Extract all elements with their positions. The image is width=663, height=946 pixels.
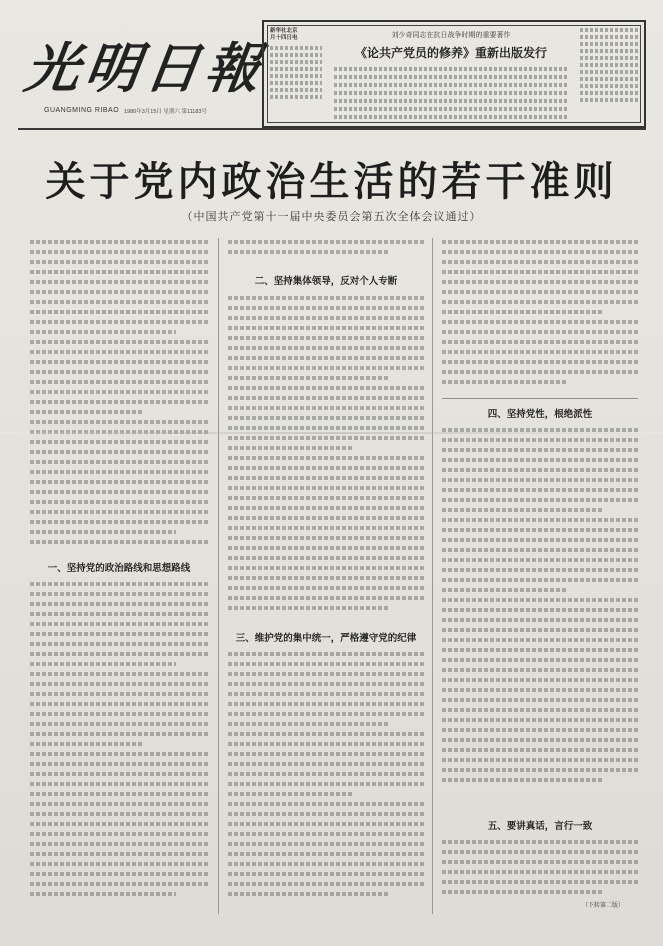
announcement-box: [262, 20, 646, 128]
column-2-upper-text: [228, 296, 424, 622]
announcement-left-line: 月十四日电: [270, 35, 298, 41]
issue-info: 1980年3月15日 星期六 第11183号: [124, 109, 207, 115]
announcement-left-title: 新华社北京: [270, 28, 298, 34]
announcement-body-text: [328, 67, 574, 119]
continued-note: （下转第二版）: [582, 902, 625, 909]
column-1-lower-text: [30, 582, 208, 912]
column-3-lower-text: [442, 840, 638, 896]
announcement-kicker: 刘少奇同志在抗日战争时期的重要著作: [391, 31, 511, 39]
masthead-rule: [18, 128, 646, 130]
announcement-center: [328, 28, 574, 120]
column-rule-1: [218, 238, 219, 914]
column-2-top-text: [228, 240, 424, 264]
column-3-middle-text: [442, 428, 638, 810]
column-2-lower-text: [228, 652, 424, 912]
article-subhead: （中国共产党第十一届中央委员会第五次全体会议通过）: [181, 210, 482, 223]
announcement-left-text: [270, 46, 322, 99]
announcement-right-column: [580, 28, 638, 120]
column-1-upper-text: [30, 240, 208, 552]
section-heading-5: 五、要讲真话，言行一致: [487, 821, 593, 832]
masthead-pinyin: GUANGMING RIBAO: [44, 107, 120, 114]
article-headline: 关于党内政治生活的若干准则: [45, 158, 618, 205]
announcement-right-text: [580, 28, 638, 102]
column-3-upper-text: [442, 240, 638, 390]
section-heading-3: 三、维护党的集中统一，严格遵守党的纪律: [235, 633, 417, 644]
section-heading-1: 一、坚持党的政治路线和思想路线: [47, 563, 191, 574]
announcement-headline: 《论共产党员的修养》重新出版发行: [354, 46, 547, 60]
section-heading-4: 四、坚持党性，根绝派性: [487, 409, 593, 420]
column-rule-2: [432, 238, 433, 914]
section-heading-2: 二、坚持集体领导，反对个人专断: [254, 276, 398, 287]
section-4-rule-top: [442, 398, 638, 399]
announcement-left-column: [270, 28, 322, 120]
paper-fold-crease: [0, 432, 663, 434]
newspaper-logo: 光明日報: [21, 36, 271, 100]
masthead: [21, 16, 271, 134]
